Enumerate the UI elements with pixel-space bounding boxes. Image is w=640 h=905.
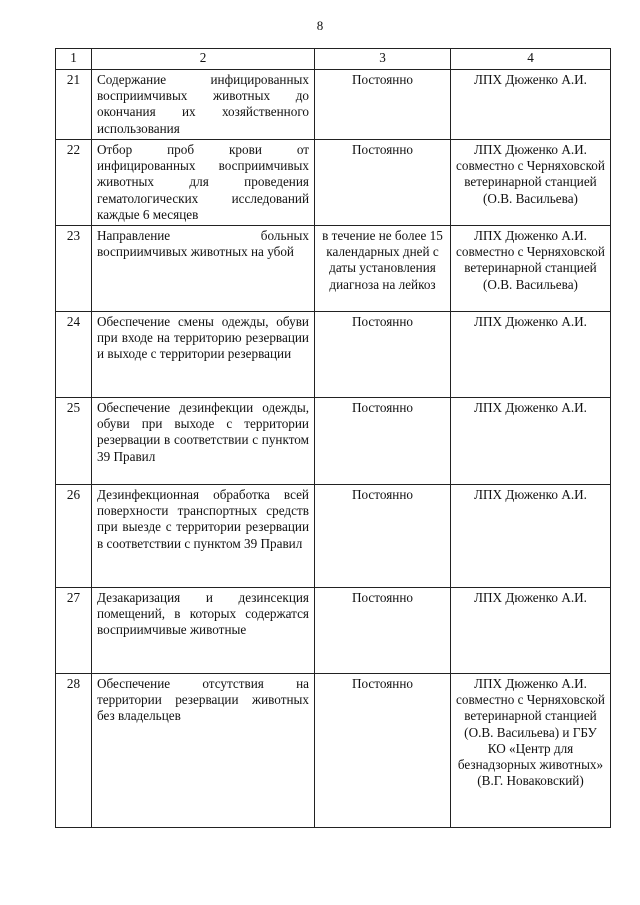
measure-responsible: ЛПХ Дюженко А.И. <box>451 70 611 140</box>
measure-description: Обеспечение отсутствия на территории резервации животных без владельцев <box>92 674 315 828</box>
row-number: 28 <box>56 674 92 828</box>
table-row <box>56 485 611 588</box>
header-cell: 1 <box>56 49 92 70</box>
measure-term: Постоянно <box>315 312 451 398</box>
table-row <box>56 140 611 226</box>
measure-responsible: ЛПХ Дюженко А.И. совместно с Черняховской ветеринарной станцией (О.В. Васильева) <box>451 140 611 226</box>
measure-responsible: ЛПХ Дюженко А.И. <box>451 398 611 485</box>
row-number: 26 <box>56 485 92 588</box>
header-cell: 3 <box>315 49 451 70</box>
row-number: 27 <box>56 588 92 674</box>
row-number: 23 <box>56 226 92 312</box>
table-row <box>56 312 611 398</box>
measure-responsible: ЛПХ Дюженко А.И. совместно с Черняховской ветеринарной станцией (О.В. Васильева) <box>451 226 611 312</box>
measure-term: Постоянно <box>315 588 451 674</box>
measure-term: Постоянно <box>315 398 451 485</box>
table-row <box>56 588 611 674</box>
row-number: 25 <box>56 398 92 485</box>
measure-term: Постоянно <box>315 485 451 588</box>
header-cell: 2 <box>92 49 315 70</box>
measure-responsible: ЛПХ Дюженко А.И. <box>451 312 611 398</box>
measures-table <box>55 48 611 828</box>
row-number: 24 <box>56 312 92 398</box>
measure-description: Обеспечение смены одежды, обуви при входе на территорию резервации и выходе с территории резервации <box>92 312 315 398</box>
measure-responsible: ЛПХ Дюженко А.И. <box>451 588 611 674</box>
table-row <box>56 70 611 140</box>
table-row <box>56 398 611 485</box>
table-row <box>56 226 611 312</box>
measure-term: Постоянно <box>315 674 451 828</box>
page-number: 8 <box>316 18 324 33</box>
measure-description: Дезинфекционная обработка всей поверхности транспортных средств при выезде с территории резервации в соответствии с пунктом 39 Правил <box>92 485 315 588</box>
table-row <box>56 674 611 828</box>
measure-term: Постоянно <box>315 140 451 226</box>
measure-term: Постоянно <box>315 70 451 140</box>
measure-term: в течение не более 15 календарных дней с даты установления диагноза на лейкоз <box>315 226 451 312</box>
measure-responsible: ЛПХ Дюженко А.И. совместно с Черняховской ветеринарной станцией (О.В. Васильева) и ГБУ КО «Центр для безнадзорных животных» (В.Г. Новаковский) <box>451 674 611 828</box>
measure-responsible: ЛПХ Дюженко А.И. <box>451 485 611 588</box>
measure-description: Содержание инфицированных восприимчивых животных до окончания их хозяйственного использования <box>92 70 315 140</box>
measure-description: Отбор проб крови от инфицированных восприимчивых животных для проведения гематологических исследований каждые 6 месяцев <box>92 140 315 226</box>
measure-description: Обеспечение дезинфекции одежды, обуви при выходе с территории резервации в соответствии с пунктом 39 Правил <box>92 398 315 485</box>
table-header-row <box>56 49 611 70</box>
measure-description: Дезакаризация и дезинсекция помещений, в которых содержатся восприимчивые животные <box>92 588 315 674</box>
row-number: 22 <box>56 140 92 226</box>
measure-description: Направление больных восприимчивых животных на убой <box>92 226 315 312</box>
header-cell: 4 <box>451 49 611 70</box>
row-number: 21 <box>56 70 92 140</box>
